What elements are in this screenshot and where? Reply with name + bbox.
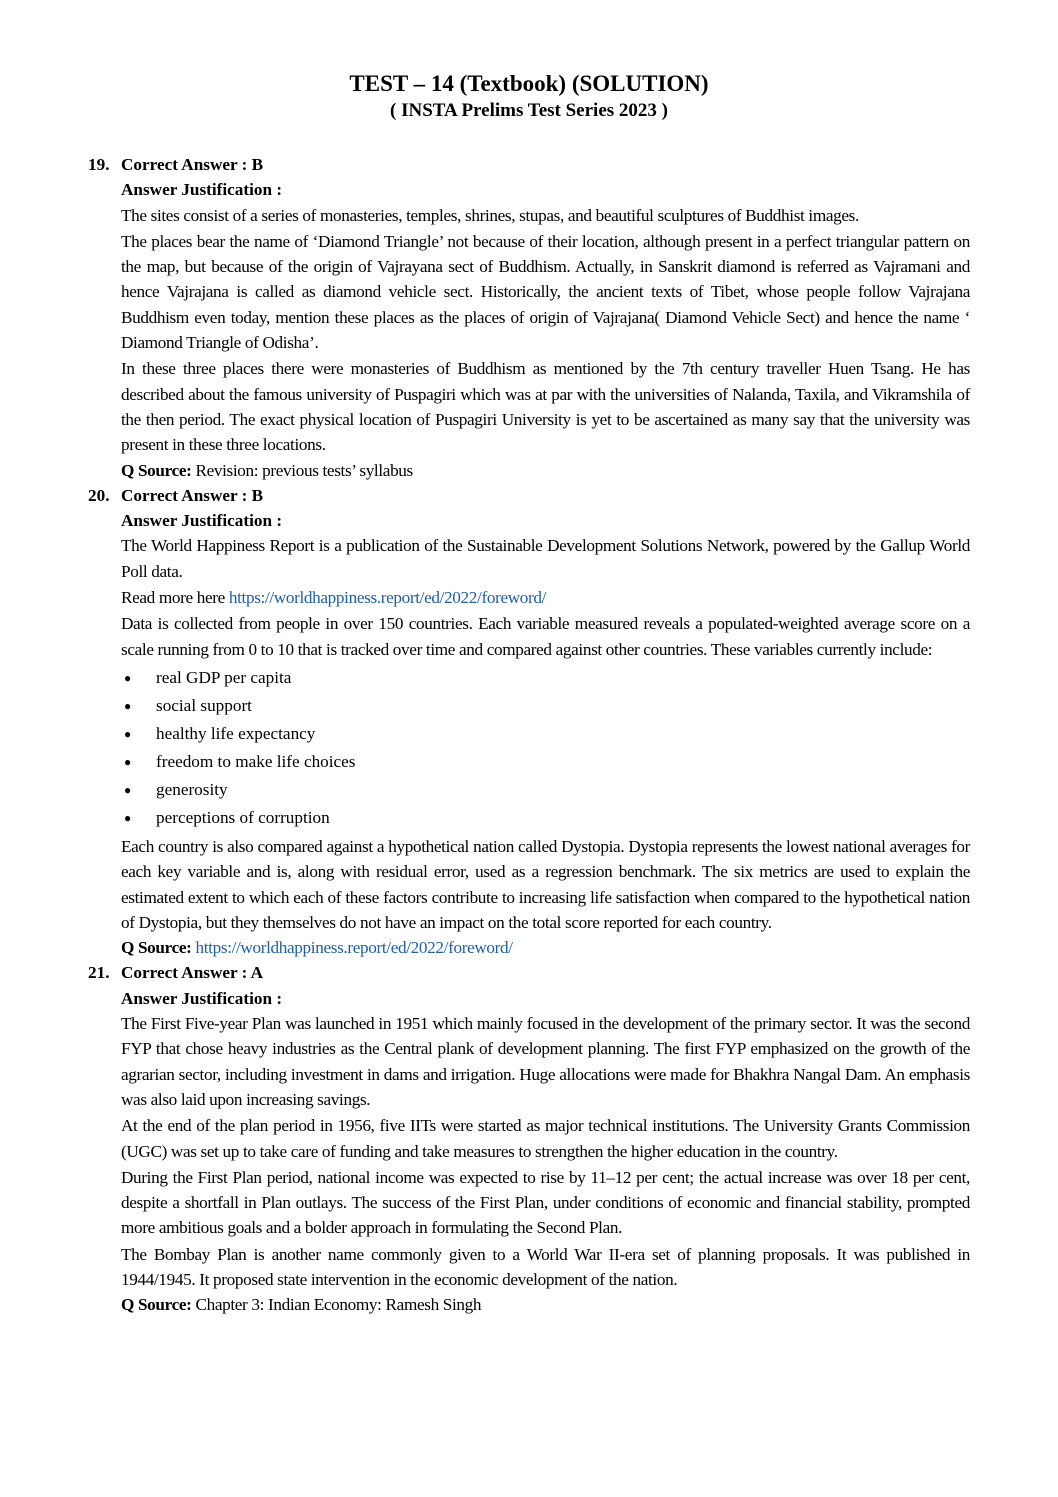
source-link[interactable]: https://worldhappiness.report/ed/2022/foreword/ [195, 938, 513, 958]
paragraph: The places bear the name of ‘Diamond Triangle’ not because of their location, although present in a perfect triangular pattern on the map, but because of the origin of Vajrayana sect of Buddhism. Actually, in Sanskrit diamond is referred as Vajramani and hence Vajrajana is called as diamond vehicle sect. Historically, the ancient texts of Tibet, whose people follow Vajrajana Buddhism even today, mention these places as the places of origin of Vajrajana( Diamond Vehicle Sect) and hence the name ‘ Diamond Triangle of Odisha’. [121, 231, 970, 353]
answer-justification-label: Answer Justification : [121, 988, 283, 1008]
question-source [121, 458, 970, 483]
list-item-text: freedom to make life choices [156, 751, 356, 771]
question-header [88, 152, 970, 177]
question-21 [88, 960, 970, 1317]
correct-answer: Correct Answer : B [121, 485, 264, 505]
question-body [121, 177, 970, 483]
bullet-icon: ● [124, 698, 132, 713]
paragraph: Each country is also compared against a hypothetical nation called Dystopia. Dystopia represents the lowest national averages for each key variable and is, along with residual error, used as a regression benchmark. The six metrics are used to explain the estimated extent to which each of these factors contribute to increasing life satisfaction when compared to the hypothetical nation of Dystopia, but they themselves do not have an impact on the total score reported for each country. [121, 836, 970, 932]
question-header [88, 960, 970, 985]
paragraph: Data is collected from people in over 150 countries. Each variable measured reveals a populated-weighted average score on a scale running from 0 to 10 that is tracked over time and compared against other countries. These variables currently include: [121, 614, 970, 659]
bullet-icon: ● [124, 670, 132, 685]
list-item-text: perceptions of corruption [156, 807, 330, 827]
question-number: 19. [88, 155, 110, 174]
list-item-text: real GDP per capita [156, 667, 292, 687]
list-item [121, 776, 970, 804]
page-subtitle: ( INSTA Prelims Test Series 2023 ) [390, 100, 668, 121]
read-more-line [121, 585, 970, 610]
read-more-link[interactable]: https://worldhappiness.report/ed/2022/foreword/ [228, 588, 547, 608]
read-more-label: Read more here [121, 588, 229, 608]
page-title: TEST – 14 (Textbook) (SOLUTION) [349, 71, 709, 96]
list-item [121, 748, 970, 776]
paragraph: The sites consist of a series of monasteries, temples, shrines, stupas, and beautiful sculptures of Buddhist images. [121, 205, 859, 225]
question-body [121, 986, 970, 1318]
source-text: Chapter 3: Indian Economy: Ramesh Singh [191, 1295, 482, 1315]
list-item-text: generosity [156, 779, 228, 799]
source-text: Revision: previous tests’ syllabus [191, 460, 413, 480]
paragraph: At the end of the plan period in 1956, five IITs were started as major technical institutions. The University Grants Commission (UGC) was set up to take care of funding and take measures to strengthen the higher education in the country. [121, 1116, 970, 1161]
list-item [121, 692, 970, 720]
answer-justification-label: Answer Justification : [121, 511, 283, 531]
paragraph: In these three places there were monasteries of Buddhism as mentioned by the 7th century traveller Huen Tsang. He has described about the famous university of Puspagiri which was at par with the universities of Nalanda, Taxila, and Vikramshila of the then period. The exact physical location of Puspagiri University is yet to be ascertained as many say that the university was present in these three locations. [121, 359, 970, 455]
question-source [121, 1292, 970, 1317]
variables-list [121, 664, 970, 832]
list-item-text: healthy life expectancy [156, 723, 316, 743]
paragraph: During the First Plan period, national income was expected to rise by 11–12 per cent; the actual increase was over 18 per cent, despite a shortfall in Plan outlays. The success of the First Plan, under conditions of economic and financial stability, prompted more ambitious goals and a bolder approach in formulating the Second Plan. [121, 1167, 970, 1238]
question-20 [88, 483, 970, 961]
list-item [121, 804, 970, 832]
correct-answer: Correct Answer : B [121, 155, 264, 174]
source-label: Q Source: [121, 1295, 192, 1315]
title-block [0, 70, 1058, 124]
correct-answer: Correct Answer : A [121, 963, 264, 983]
list-item-text: social support [156, 695, 252, 715]
question-19 [88, 152, 970, 483]
paragraph: The World Happiness Report is a publication of the Sustainable Development Solutions Network, powered by the Gallup World Poll data. [121, 536, 970, 581]
list-item [121, 664, 970, 692]
question-number: 21. [88, 963, 110, 983]
bullet-icon: ● [124, 810, 132, 825]
bullet-icon: ● [124, 782, 132, 797]
question-header [88, 483, 970, 508]
list-item [121, 720, 970, 748]
bullet-icon: ● [124, 726, 132, 741]
paragraph: The Bombay Plan is another name commonly given to a World War II-era set of planning proposals. It was published in 1944/1945. It proposed state intervention in the economic development of the nation. [121, 1244, 970, 1289]
question-source [121, 935, 970, 960]
source-label: Q Source: [121, 460, 192, 480]
question-body [121, 508, 970, 960]
answer-justification-label: Answer Justification : [121, 180, 283, 200]
question-number: 20. [88, 485, 110, 505]
bullet-icon: ● [124, 754, 132, 769]
source-label: Q Source: [121, 938, 192, 958]
solutions-content [88, 152, 970, 1318]
paragraph: The First Five-year Plan was launched in 1951 which mainly focused in the development of the primary sector. It was the second FYP that chose heavy industries as the Central plank of development planning. The first FYP emphasized on the growth of the agrarian sector, including investment in dams and irrigation. Huge allocations were made for Bhakhra Nangal Dam. An emphasis was also laid upon increasing savings. [121, 1014, 970, 1109]
